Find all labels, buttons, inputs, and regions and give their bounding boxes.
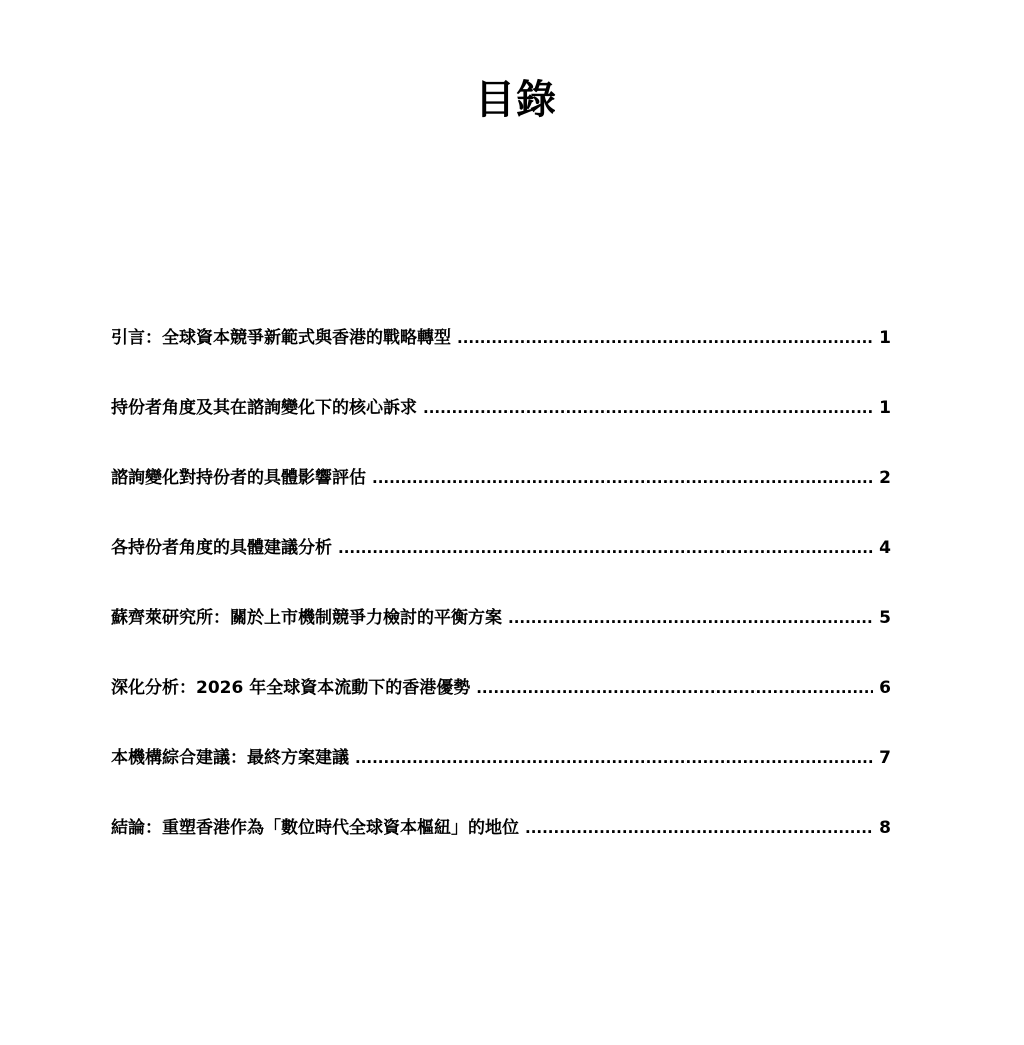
- toc-entry[interactable]: [111, 813, 891, 883]
- toc-entry[interactable]: [111, 393, 891, 463]
- toc-entry[interactable]: [111, 673, 891, 743]
- toc-entry-title[interactable]: 諮詢變化對持份者的具體影響評估: [111, 468, 366, 488]
- toc-entry[interactable]: [111, 603, 891, 673]
- toc-entry[interactable]: [111, 463, 891, 533]
- toc-entry[interactable]: [111, 743, 891, 813]
- toc-page-number[interactable]: 1: [879, 398, 891, 418]
- toc-page-number[interactable]: 6: [879, 678, 891, 698]
- toc-entry[interactable]: [111, 533, 891, 603]
- table-of-contents: [111, 323, 891, 883]
- toc-entry-title[interactable]: 持份者角度及其在諮詢變化下的核心訴求: [111, 398, 417, 418]
- toc-entry-title[interactable]: 各持份者角度的具體建議分析: [111, 538, 332, 558]
- toc-page-number[interactable]: 8: [879, 818, 891, 838]
- toc-dot-leader: [372, 469, 873, 487]
- toc-dot-leader: [423, 399, 873, 417]
- toc-entry-title[interactable]: 引言：全球資本競爭新範式與香港的戰略轉型: [111, 328, 451, 348]
- toc-page-number[interactable]: 4: [879, 538, 891, 558]
- toc-entry-title[interactable]: 本機構綜合建議：最終方案建議: [111, 748, 349, 768]
- toc-page-number[interactable]: 1: [879, 328, 891, 348]
- toc-page-number[interactable]: 5: [879, 608, 891, 628]
- toc-entry-title[interactable]: 結論：重塑香港作為「數位時代全球資本樞紐」的地位: [111, 818, 519, 838]
- toc-dot-leader: [525, 819, 873, 837]
- toc-dot-leader: [476, 679, 873, 697]
- toc-dot-leader: [355, 749, 873, 767]
- toc-dot-leader: [457, 329, 873, 347]
- page-title: 目錄: [475, 77, 557, 123]
- toc-entry-title[interactable]: 深化分析：2026 年全球資本流動下的香港優勢: [111, 678, 471, 698]
- toc-entry-title[interactable]: 蘇齊萊研究所：關於上市機制競爭力檢討的平衡方案: [111, 608, 502, 628]
- toc-page-number[interactable]: 2: [879, 468, 891, 488]
- toc-page-number[interactable]: 7: [879, 748, 891, 768]
- toc-entry[interactable]: [111, 323, 891, 393]
- toc-dot-leader: [508, 609, 873, 627]
- toc-dot-leader: [338, 539, 873, 557]
